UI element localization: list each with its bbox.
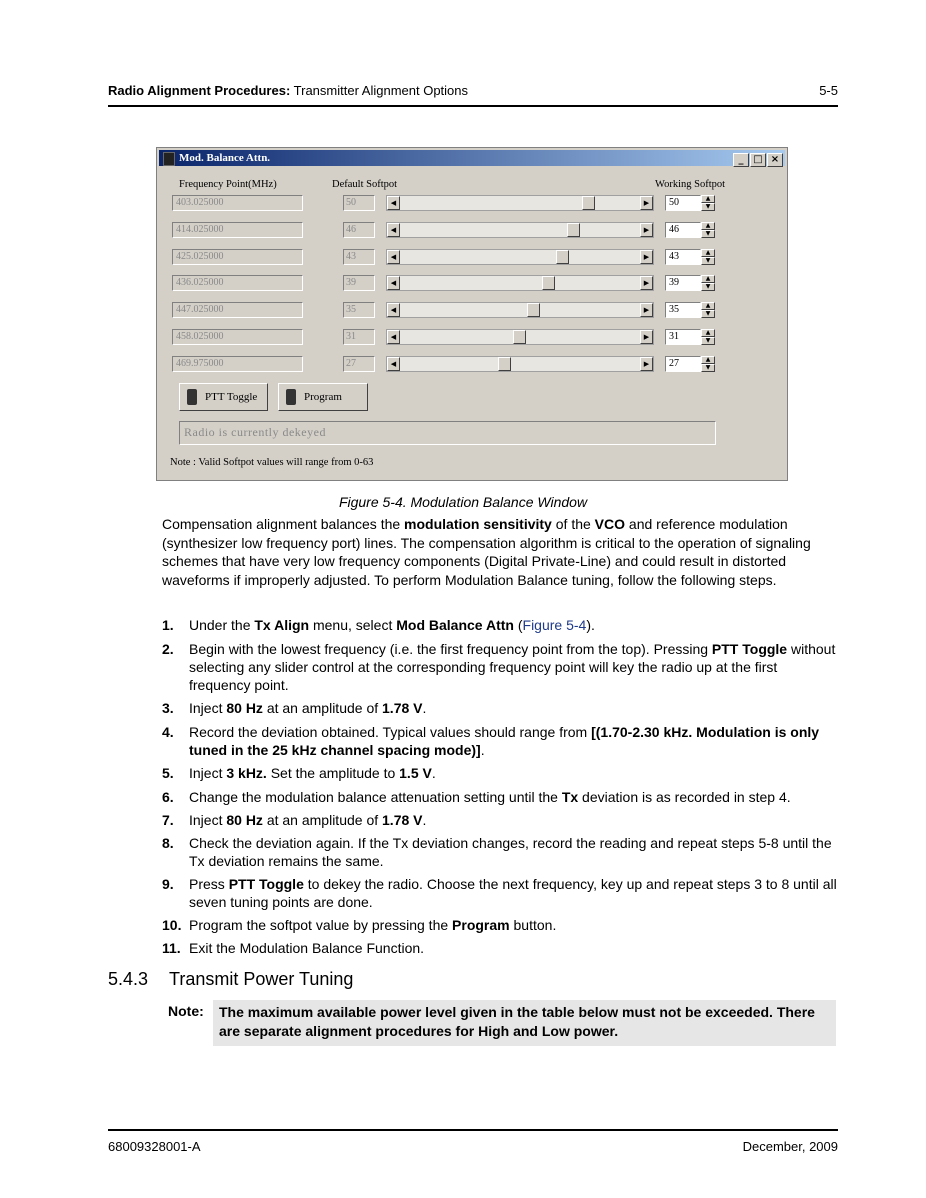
section-heading xyxy=(108,969,353,990)
spin-down-icon[interactable]: ▼ xyxy=(701,203,715,211)
working-softpot-spinner[interactable] xyxy=(701,222,715,238)
step-text: ). xyxy=(586,617,595,633)
step-text: to dekey the radio. Choose the next frequency, key up and repeat steps 3 to 8 until all seven tuning points are done. xyxy=(189,876,837,910)
step-text: . xyxy=(480,742,485,758)
default-softpot-field: 46 xyxy=(343,222,375,238)
maximize-icon[interactable]: □ xyxy=(750,153,766,167)
default-softpot-field: 43 xyxy=(343,249,375,265)
steps-list xyxy=(162,616,838,957)
slider-left-arrow-icon[interactable]: ◀ xyxy=(387,223,400,237)
mod-balance-dialog xyxy=(156,147,788,481)
note-text: The maximum available power level given in the table below must not be exceeded. There are separate alignment procedures for High and Low power. xyxy=(213,1000,836,1046)
frequency-field: 403.025000 xyxy=(172,195,303,211)
slider-right-arrow-icon[interactable]: ▶ xyxy=(640,223,653,237)
header-rule xyxy=(108,105,838,107)
slider-right-arrow-icon[interactable]: ▶ xyxy=(640,357,653,371)
softpot-slider[interactable] xyxy=(386,195,654,211)
spin-up-icon[interactable]: ▲ xyxy=(701,222,715,230)
program-label: Program xyxy=(304,391,342,403)
header-title-bold: Radio Alignment Procedures: xyxy=(108,83,291,98)
figure-link[interactable]: Figure 5-4 xyxy=(522,617,587,633)
step-bold: [(1.70-2.30 kHz. Modulation is only tuned in the 25 kHz channel spacing mode)] xyxy=(189,724,820,758)
working-softpot-spinner[interactable] xyxy=(701,329,715,345)
step-5 xyxy=(162,764,838,782)
footer-rule xyxy=(108,1129,838,1131)
softpot-note: Note : Valid Softpot values will range from 0-63 xyxy=(170,457,374,468)
para-text: Compensation alignment balances the xyxy=(162,516,405,532)
spin-up-icon[interactable]: ▲ xyxy=(701,195,715,203)
step-text: menu, select xyxy=(309,617,397,633)
spin-down-icon[interactable]: ▼ xyxy=(701,283,715,291)
ptt-toggle-button[interactable] xyxy=(179,383,268,411)
softpot-row xyxy=(157,329,787,347)
step-3 xyxy=(162,699,838,717)
spin-up-icon[interactable]: ▲ xyxy=(701,275,715,283)
step-number: 7. xyxy=(162,812,174,828)
spin-down-icon[interactable]: ▼ xyxy=(701,230,715,238)
step-text: Program the softpot value by pressing the xyxy=(189,917,453,933)
step-text: ( xyxy=(513,617,523,633)
step-number: 11. xyxy=(162,940,181,956)
step-7 xyxy=(162,811,838,829)
step-text: Inject xyxy=(189,812,227,828)
step-2 xyxy=(162,640,838,694)
slider-left-arrow-icon[interactable]: ◀ xyxy=(387,330,400,344)
default-softpot-field: 31 xyxy=(343,329,375,345)
slider-right-arrow-icon[interactable]: ▶ xyxy=(640,303,653,317)
step-bold: 1.78 V xyxy=(382,812,423,828)
step-1 xyxy=(162,616,838,634)
working-softpot-input[interactable]: 50 xyxy=(665,195,701,211)
slider-left-arrow-icon[interactable]: ◀ xyxy=(387,196,400,210)
spin-up-icon[interactable]: ▲ xyxy=(701,302,715,310)
spin-down-icon[interactable]: ▼ xyxy=(701,337,715,345)
working-softpot-spinner[interactable] xyxy=(701,195,715,211)
column-header-frequency: Frequency Point(MHz) xyxy=(179,179,277,190)
step-number: 4. xyxy=(162,724,174,740)
slider-thumb[interactable] xyxy=(542,276,555,290)
program-button[interactable] xyxy=(278,383,368,411)
document-number: 68009328001-A xyxy=(108,1139,201,1154)
step-6 xyxy=(162,788,838,806)
step-number: 1. xyxy=(162,617,174,633)
step-bold: 1.5 V xyxy=(399,765,432,781)
step-bold: 80 Hz xyxy=(226,700,263,716)
section-number: 5.4.3 xyxy=(108,969,149,989)
spin-up-icon[interactable]: ▲ xyxy=(701,329,715,337)
step-bold: 3 kHz. xyxy=(226,765,267,781)
radio-program-icon xyxy=(286,389,296,405)
step-text: without selecting any slider control at the corresponding frequency point will key the radio up at the first frequency point. xyxy=(189,641,836,693)
page-header xyxy=(108,83,838,98)
document-date: December, 2009 xyxy=(742,1139,838,1154)
slider-right-arrow-icon[interactable]: ▶ xyxy=(640,196,653,210)
section-title: Transmit Power Tuning xyxy=(169,969,354,989)
radio-icon xyxy=(187,389,197,405)
spin-up-icon[interactable]: ▲ xyxy=(701,356,715,364)
slider-right-arrow-icon[interactable]: ▶ xyxy=(640,250,653,264)
note-label: Note: xyxy=(168,1003,204,1019)
softpot-slider[interactable] xyxy=(386,302,654,318)
step-11 xyxy=(162,939,838,957)
step-text: at an amplitude of xyxy=(262,700,383,716)
step-number: 5. xyxy=(162,765,174,781)
minimize-icon[interactable]: _ xyxy=(733,153,749,167)
softpot-slider[interactable] xyxy=(386,222,654,238)
step-number: 6. xyxy=(162,789,174,805)
softpot-row xyxy=(157,275,787,293)
softpot-slider[interactable] xyxy=(386,356,654,372)
spin-down-icon[interactable]: ▼ xyxy=(701,257,715,265)
working-softpot-spinner[interactable] xyxy=(701,249,715,265)
para-text: and reference modulation (synthesizer low frequency port) lines. The compensation algorithm is critical to the operation of signaling schemes that have very low frequency components (Digital Private-Line) and could result in distorted waveforms if improperly adjusted. To perform Modulation Balance tuning, follow the following steps. xyxy=(162,516,811,588)
step-text: . xyxy=(422,812,427,828)
step-text: . xyxy=(431,765,436,781)
step-text: deviation is as recorded in step 4. xyxy=(578,789,791,805)
step-bold: Tx Align xyxy=(254,617,310,633)
working-softpot-input[interactable]: 35 xyxy=(665,302,701,318)
step-text: Change the modulation balance attenuation setting until the xyxy=(189,789,562,805)
step-number: 9. xyxy=(162,876,174,892)
working-softpot-spinner[interactable] xyxy=(701,302,715,318)
step-text: button. xyxy=(509,917,557,933)
step-text: Press xyxy=(189,876,229,892)
step-8 xyxy=(162,834,838,870)
body-paragraph xyxy=(162,515,838,589)
default-softpot-field: 39 xyxy=(343,275,375,291)
frequency-field: 447.025000 xyxy=(172,302,303,318)
step-4 xyxy=(162,723,838,759)
step-number: 3. xyxy=(162,700,174,716)
slider-thumb[interactable] xyxy=(556,250,569,264)
frequency-field: 425.025000 xyxy=(172,249,303,265)
slider-thumb[interactable] xyxy=(582,196,595,210)
slider-thumb[interactable] xyxy=(567,223,580,237)
default-softpot-field: 27 xyxy=(343,356,375,372)
step-text: Set the amplitude to xyxy=(266,765,400,781)
working-softpot-spinner[interactable] xyxy=(701,356,715,372)
column-header-working: Working Softpot xyxy=(655,179,726,190)
frequency-field: 458.025000 xyxy=(172,329,303,345)
slider-left-arrow-icon[interactable]: ◀ xyxy=(387,303,400,317)
step-bold: Tx xyxy=(561,789,579,805)
working-softpot-spinner[interactable] xyxy=(701,275,715,291)
slider-left-arrow-icon[interactable]: ◀ xyxy=(387,276,400,290)
ptt-toggle-label: PTT Toggle xyxy=(205,391,258,403)
step-bold: Mod Balance Attn xyxy=(396,617,514,633)
step-bold: Program xyxy=(452,917,510,933)
header-page-number: 5-5 xyxy=(819,83,838,98)
para-text: of the xyxy=(551,516,595,532)
step-text: at an amplitude of xyxy=(262,812,383,828)
spin-down-icon[interactable]: ▼ xyxy=(701,310,715,318)
softpot-slider[interactable] xyxy=(386,329,654,345)
working-softpot-input[interactable]: 39 xyxy=(665,275,701,291)
softpot-row xyxy=(157,195,787,213)
status-field: Radio is currently dekeyed xyxy=(179,421,716,445)
page-footer xyxy=(108,1139,838,1154)
step-number: 2. xyxy=(162,641,174,657)
slider-left-arrow-icon[interactable]: ◀ xyxy=(387,250,400,264)
frequency-field: 414.025000 xyxy=(172,222,303,238)
slider-thumb[interactable] xyxy=(513,330,526,344)
step-bold: 80 Hz xyxy=(226,812,263,828)
dialog-titlebar[interactable] xyxy=(159,150,785,166)
softpot-row xyxy=(157,302,787,320)
app-icon xyxy=(163,152,175,166)
slider-thumb[interactable] xyxy=(498,357,511,371)
step-text: Check the deviation again. If the Tx deviation changes, record the reading and repeat steps 5-8 until the Tx deviation remains the same. xyxy=(189,835,832,869)
slider-right-arrow-icon[interactable]: ▶ xyxy=(640,276,653,290)
step-bold: 1.78 V xyxy=(382,700,423,716)
frequency-field: 436.025000 xyxy=(172,275,303,291)
step-text: Record the deviation obtained. Typical values should range from xyxy=(189,724,592,740)
column-header-default: Default Softpot xyxy=(332,179,398,190)
default-softpot-field: 50 xyxy=(343,195,375,211)
header-title: Transmitter Alignment Options xyxy=(290,83,469,98)
step-text: Under the xyxy=(189,617,255,633)
step-bold: PTT Toggle xyxy=(228,876,304,892)
step-number: 8. xyxy=(162,835,174,851)
step-number: 10. xyxy=(162,917,182,933)
slider-thumb[interactable] xyxy=(527,303,540,317)
softpot-row xyxy=(157,249,787,267)
step-text: Inject xyxy=(189,765,227,781)
dialog-title: Mod. Balance Attn. xyxy=(179,152,271,164)
figure-caption: Figure 5-4. Modulation Balance Window xyxy=(338,494,588,510)
step-bold: PTT Toggle xyxy=(711,641,788,657)
step-text: Inject xyxy=(189,700,227,716)
working-softpot-input[interactable]: 46 xyxy=(665,222,701,238)
working-softpot-input[interactable]: 27 xyxy=(665,356,701,372)
para-bold: VCO xyxy=(594,516,626,532)
step-9 xyxy=(162,875,838,911)
frequency-field: 469.975000 xyxy=(172,356,303,372)
close-icon[interactable]: × xyxy=(767,153,783,167)
softpot-row xyxy=(157,356,787,374)
working-softpot-input[interactable]: 43 xyxy=(665,249,701,265)
para-bold: modulation sensitivity xyxy=(404,516,552,532)
softpot-slider[interactable] xyxy=(386,275,654,291)
softpot-slider[interactable] xyxy=(386,249,654,265)
spin-up-icon[interactable]: ▲ xyxy=(701,249,715,257)
step-text: . xyxy=(422,700,427,716)
slider-right-arrow-icon[interactable]: ▶ xyxy=(640,330,653,344)
softpot-row xyxy=(157,222,787,240)
default-softpot-field: 35 xyxy=(343,302,375,318)
slider-left-arrow-icon[interactable]: ◀ xyxy=(387,357,400,371)
spin-down-icon[interactable]: ▼ xyxy=(701,364,715,372)
step-10 xyxy=(162,916,838,934)
working-softpot-input[interactable]: 31 xyxy=(665,329,701,345)
step-text: Begin with the lowest frequency (i.e. the first frequency point from the top). Pressing xyxy=(189,641,712,657)
step-text: Exit the Modulation Balance Function. xyxy=(189,940,425,956)
